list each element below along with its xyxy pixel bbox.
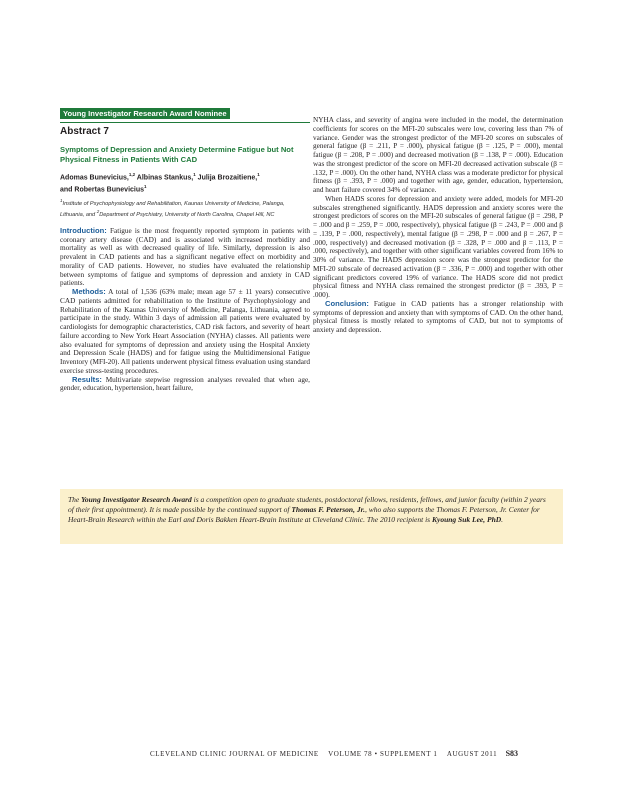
sponsor-name: Thomas F. Peterson, Jr. <box>291 505 365 514</box>
author-affil-mark: 1,2 <box>128 172 136 177</box>
author-name: Adomas Bunevicius, <box>60 174 129 182</box>
award-text-part: The <box>68 495 82 504</box>
author-name: Albinas Stankus, <box>135 174 194 182</box>
journal-name: CLEVELAND CLINIC JOURNAL OF MEDICINE <box>150 750 319 758</box>
results-paragraph <box>60 376 310 394</box>
author-name: and Robertas Bunevicius <box>60 186 145 194</box>
award-info-text <box>68 495 563 525</box>
conclusion-text: Fatigue in CAD patients has a stronger relationship with symptoms of depression and anxiety than with symptoms of CAD. On the other hand, physical fitness is mostly related to symptoms of CAD, but not to symptoms of anxiety and depression. <box>313 299 563 334</box>
author-name: Julija Brozaitiene, <box>195 174 258 182</box>
results-hads-paragraph: When HADS scores for depression and anxiety were added, models for MFI-20 subscales strengthened significantly. HADS depression and anxiety scores were the strongest predictors of scores on the MFI-20 subscales of general fatigue (β = .298, P = .000 and β = .259, P = .000, respectively), physical fatigue (β = .243, P = .000 and β = .139, P = .000, respectively), mental fatigue (β = .298, P = .000 and β = .267, P = .000, respectively) and decreased motivation (β = .328, P = .000 and β = .113, P = .000, respectively), and together with other significant variables covered from 16% to 30% of variance. The HADS depression score was the strongest predictor for the MFI-20 subscale of decreased activation (β = .336, P = .000) and together with other significant predictors covered 19% of variance. The HADS score did not predict physical fitness and NYHA class remained the strongest predictor (β = .393, P = .000). <box>313 194 563 299</box>
left-column <box>60 103 310 393</box>
page-footer <box>150 749 570 758</box>
award-text-part: , who also supports the Thomas F. Peterson, Jr. Center for Heart-Brain Research within the Earl and Doris Bakken Heart-Brain Institute at Cleveland Clinic. The 2010 recipient is <box>68 505 540 524</box>
affil-text: Institute of Psychophysiology and Rehabilitation, Kaunas University of Medicine, Palanga, Lithuania, and <box>60 200 285 219</box>
section-rule <box>60 122 310 123</box>
abstract-title: Symptoms of Depression and Anxiety Determine Fatigue but Not Physical Fitness in Patients With CAD <box>60 145 294 164</box>
results-continued-paragraph: NYHA class, and severity of angina were included in the model, the determination coefficients for scores on the MFI-20 subscales were low, covering less than 7% of variance. Gender was the strongest predictor of the MFI-20 scores on subscales of general fatigue (β = .211, P = .000), physical fatigue (β = .125, P = .000), mental fatigue (β = .208, P = .000) and decreased motivation (β = .138, P = .000). Education was the strongest predictor of the score on MFI-20 decreased activation subscale (β = .132, P = .000). On the other hand, NYHA class was a moderate predictor for physical fitness (β = .393, P = .000) and together with age, gender, education, hypertension, and heart failure covered 34% of variance. <box>313 116 563 194</box>
conclusion-heading: Conclusion: <box>325 298 369 308</box>
conclusion-paragraph <box>313 300 563 335</box>
methods-heading: Methods: <box>72 287 106 297</box>
award-nominee-badge: Young Investigator Research Award Nominee <box>60 108 230 119</box>
methods-paragraph <box>60 288 310 376</box>
introduction-paragraph <box>60 227 310 288</box>
affiliations <box>60 197 310 220</box>
results-heading: Results: <box>72 374 102 384</box>
author-affil-mark: 1 <box>193 172 196 177</box>
page-number: S83 <box>505 749 519 758</box>
award-text-part: . <box>501 515 504 524</box>
methods-text: A total of 1,536 (63% male; mean age 57 ± 11 years) consecutive CAD patients admitted for rehabilitation to the Institute of Psychophysiology and Rehabilitation of the Kaunas University of Medicine, Palanga, Lithuania, agreed to participate in the study. Within 3 days of admission all patients were evaluated by cardiologists for demographic characteristics, CAD risk factors, and severity of heart failure according to New York Heart Association (NYHA) classes. All patients were also evaluated for symptoms of depression and anxiety using the Hospital Anxiety and Depression Scale (HADS) and for fatigue using the Multidimensional Fatigue Inventory (MFI-20). All patients underwent physical fitness evaluation using standard exercise stress-testing procedures. <box>60 288 310 375</box>
right-column <box>313 116 563 335</box>
author-affil-mark: 1 <box>257 172 260 177</box>
award-name: Young Investigator Research Award <box>81 495 192 504</box>
author-affil-mark: 1 <box>144 184 147 190</box>
award-info-box <box>60 489 563 544</box>
abstract-number: Abstract 7 <box>60 126 109 137</box>
recipient-name: Kyoung Suk Lee, PhD <box>431 515 502 524</box>
results-text: Multivariate stepwise regression analyses revealed that when age, gender, education, hypertension, heart failure, <box>60 375 310 393</box>
introduction-text: Fatigue is the most frequently reported symptom in patients with coronary artery disease (CAD) and is associated with increased morbidity and mortality as well as with decreased quality of life. Similarly, depression is also prevalent in CAD patients and has a significant negative effect on morbidity and morality of CAD patients. However, no studies have evaluated the relationship between symptoms of fatigue and symptoms of depression and anxiety in CAD patients. <box>60 226 310 288</box>
award-text-part: is a competition open to graduate students, postdoctoral fellows, residents, fellows, and junior faculty (within 2 years of their first appointment). It is made possible by the continued support of <box>68 495 546 514</box>
issue-date: AUGUST 2011 <box>446 750 498 758</box>
affil-mark: 2 <box>96 209 100 215</box>
affil-mark: 1 <box>60 197 63 203</box>
affil-text: Department of Psychiatry, University of North Carolina, Chapel Hill, NC <box>99 212 275 219</box>
introduction-heading: Introduction: <box>60 225 107 235</box>
author-list <box>60 170 310 195</box>
volume-info: VOLUME 78 • SUPPLEMENT 1 <box>328 750 438 758</box>
